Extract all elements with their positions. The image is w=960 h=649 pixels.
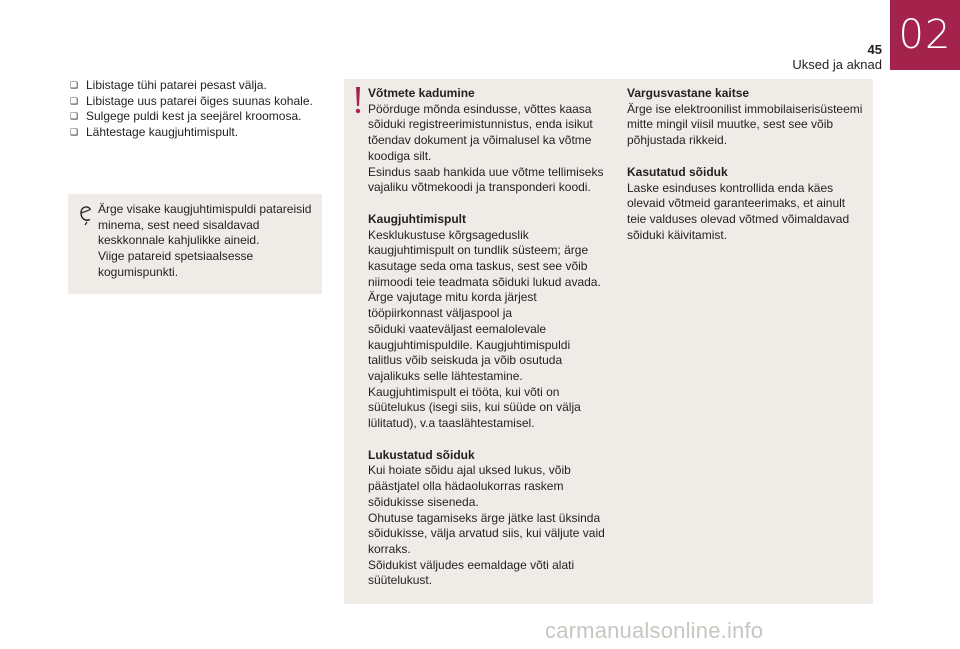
section-title: Uksed ja aknad xyxy=(792,57,882,72)
watermark: carmanualsonline.info xyxy=(545,618,764,643)
step-text: Libistage uus patarei õiges suunas kohale. xyxy=(86,93,313,108)
warning-body: Laske esinduses kontrollida enda käes olevaid võtmeid garanteerimaks, et ainult teie valduses olevad võtmed võimaldavad sõiduki käivitamist. xyxy=(627,180,850,242)
warning-heading: Vargusvastane kaitse xyxy=(627,86,750,100)
warning-body: Pöörduge mõnda esindusse, võttes kaasa sõiduki registreerimistunnistus, enda isikut tõendav dokument ja võimalusel ka võtme koodiga silt. Esindus saab hankida uue võtme tellimiseks vajaliku võtmekoodi ja transponderi koodi. xyxy=(368,101,604,195)
checkbox-bullet-icon: ❑ xyxy=(70,95,79,106)
warning-heading: Võtmete kadumine xyxy=(368,86,475,100)
checkbox-bullet-icon: ❑ xyxy=(70,80,79,90)
checkbox-bullet-icon: ❑ xyxy=(70,111,79,122)
warning-body: Kesklukustuse kõrgsageduslik kaugjuhtimispult on tundlik süsteem; ärge kasutage seda oma taskus, sest see võib niimoodi teie teadmata sõiduki lukud avada. Ärge vajutage mitu korda järjest tööpiirkonnast väljaspool ja sõiduki vaateväljast eemalolevale kaugjuhtimispuldile. Kaugjuhtimispuldi talitlus võib seiskuda ja võib osutuda vajalikuks selle lähtestamine. Kaugjuhtimispult ei tööta, kui võti on süütelukus (isegi siis, kui süüde on välja lülitatud), v.a taaslähtestamisel. xyxy=(368,227,601,431)
warning-heading: Lukustatud sõiduk xyxy=(368,447,475,462)
warning-column-left xyxy=(368,86,612,605)
warning-block xyxy=(368,86,612,196)
list-item xyxy=(70,125,340,141)
list-item xyxy=(70,109,340,125)
step-text: Libistage tühi patarei pesast välja. xyxy=(86,78,267,92)
warning-heading: Kasutatud sõiduk xyxy=(627,164,728,179)
warning-block xyxy=(627,86,867,149)
warning-body: Ärge ise elektroonilist immobilaiserisüsteemi mitte mingil viisil muutke, sest see võib põhjustada rikkeid. xyxy=(627,101,863,148)
warning-exclamation-icon xyxy=(352,85,364,115)
list-item xyxy=(70,94,340,110)
procedure-steps xyxy=(70,78,340,141)
warning-block xyxy=(627,165,867,244)
warning-body: Kui hoiate sõidu ajal uksed lukus, võib päästjatel olla hädaolukorras raskem sõidukisse siseneda. Ohutuse tagamiseks ärge jätke last üksinda sõidukisse, välja arvatud siis, kui väljute vaid korraks. Sõidukist väljudes eemaldage võti alati süütelukust. xyxy=(368,463,605,588)
page-number: 45 xyxy=(867,42,882,57)
environment-note xyxy=(68,194,322,294)
step-text: Sulgege puldi kest ja seejärel kroomosa. xyxy=(86,109,302,124)
warning-box xyxy=(344,79,873,604)
chapter-tab: 02 xyxy=(890,0,960,70)
checkbox-bullet-icon: ❑ xyxy=(70,127,79,138)
environment-note-text: Ärge visake kaugjuhtimispuldi patareisid minema, sest need sisaldavad keskkonnale kahjulikke aineid. Viige patareid spetsiaalsesse kogumispunkti. xyxy=(98,202,312,279)
step-text: Lähtestage kaugjuhtimispult. xyxy=(86,125,239,140)
warning-heading: Kaugjuhtimispult xyxy=(368,211,466,226)
warning-block xyxy=(368,448,612,589)
list-item xyxy=(70,78,340,94)
warning-block xyxy=(368,212,612,432)
environment-leaf-icon xyxy=(78,202,94,226)
warning-column-right xyxy=(627,86,867,259)
